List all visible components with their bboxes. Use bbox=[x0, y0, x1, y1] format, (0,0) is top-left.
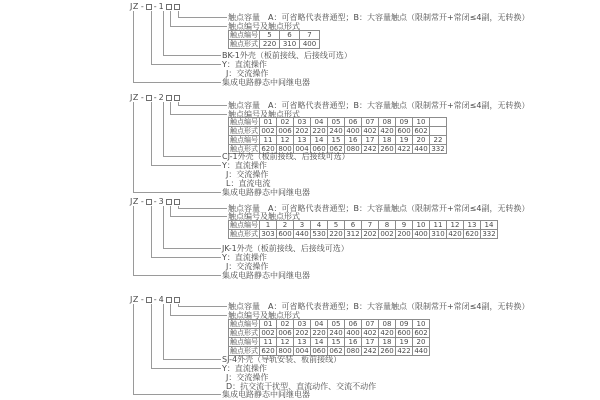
table-cell: 002 bbox=[261, 127, 275, 135]
table-row-label: 触点形式 bbox=[230, 127, 258, 135]
model-section-3 bbox=[130, 197, 598, 281]
code-prefix: JZ bbox=[130, 93, 139, 102]
table-row-label: 触点编号 bbox=[230, 338, 258, 346]
contact-table bbox=[228, 319, 430, 356]
shell-label: CJ-1外壳（板前接线、后接线可选） bbox=[222, 152, 350, 161]
table-row-label: 触点形式 bbox=[230, 347, 258, 355]
table-row-label: 触点编号 bbox=[230, 320, 258, 328]
connector-line bbox=[133, 102, 221, 193]
option-y-label: Y：直流操作 bbox=[222, 364, 267, 373]
option-j-label: J：交流操作 bbox=[226, 69, 269, 78]
table-cell: 220 bbox=[329, 230, 343, 238]
table-cell: 402 bbox=[363, 329, 377, 337]
table-cell: 10 bbox=[413, 118, 430, 127]
table-cell: 440 bbox=[414, 145, 428, 153]
table-cell: 01 bbox=[260, 320, 277, 329]
table-cell: 220 bbox=[312, 127, 326, 135]
shell-label: SJ-4外壳（导轨安装、板前接线） bbox=[222, 355, 342, 364]
table-cell: 09 bbox=[396, 118, 413, 127]
code-separator: - bbox=[153, 93, 157, 102]
table-cell: 15 bbox=[328, 136, 345, 145]
table-cell bbox=[430, 127, 447, 136]
table-cell: 8 bbox=[379, 221, 396, 230]
contact-table bbox=[228, 117, 447, 154]
table-cell: 10 bbox=[413, 320, 430, 329]
table-cell: 242 bbox=[363, 145, 377, 153]
option-y-label: Y：直流操作 bbox=[222, 161, 267, 170]
capacity-label: 触点容量 A：可省略代表普通型；B：大容量触点（限制常开+常闭≤4副，无转换） bbox=[228, 13, 530, 22]
table-cell: 22 bbox=[430, 136, 447, 145]
table-cell: 4 bbox=[311, 221, 328, 230]
table-cell: 12 bbox=[447, 221, 464, 230]
code-blank-box-icon bbox=[146, 95, 152, 101]
shell-label: BK-1外壳（板前接线、后接线可选） bbox=[222, 51, 352, 60]
contact-table bbox=[228, 220, 498, 239]
table-cell: 02 bbox=[277, 320, 294, 329]
table-cell: 060 bbox=[312, 145, 326, 153]
table-cell: 600 bbox=[397, 329, 411, 337]
code-separator: - bbox=[153, 197, 157, 206]
table-cell: 440 bbox=[414, 347, 428, 355]
table-row bbox=[229, 320, 430, 329]
table-cell: 20 bbox=[413, 338, 430, 347]
table-cell: 440 bbox=[295, 230, 309, 238]
table-cell: 420 bbox=[380, 127, 394, 135]
table-cell: 12 bbox=[277, 338, 294, 347]
table-cell: 11 bbox=[260, 338, 277, 347]
option-y-label: Y：直流操作 bbox=[222, 60, 267, 69]
capacity-label: 触点容量 A：可省略代表普通型；B：大容量触点（限制常开+常闭≤4副，无转换） bbox=[228, 101, 530, 110]
code-blank-box-icon bbox=[174, 199, 180, 205]
table-cell: 080 bbox=[346, 347, 360, 355]
table-cell: 05 bbox=[328, 118, 345, 127]
table-cell: 12 bbox=[277, 136, 294, 145]
family-label: 集成电路静态中间继电器 bbox=[222, 390, 310, 399]
capacity-label: 触点容量 A：可省略代表普通型；B：大容量触点（限制常开+常闭≤4副，无转换） bbox=[228, 302, 530, 311]
table-cell: 200 bbox=[397, 230, 411, 238]
table-cell: 09 bbox=[396, 320, 413, 329]
table-cell: 310 bbox=[431, 230, 445, 238]
table-cell: 060 bbox=[312, 347, 326, 355]
table-cell: 800 bbox=[278, 347, 292, 355]
table-cell: 400 bbox=[300, 40, 320, 49]
table-row-label: 触点形式 bbox=[230, 145, 258, 153]
table-cell: 062 bbox=[329, 145, 343, 153]
code-separator: - bbox=[140, 93, 144, 102]
table-cell: 7 bbox=[362, 221, 379, 230]
connector-line bbox=[133, 11, 221, 83]
shell-label: JK-1外壳（板前接线、后接线可选） bbox=[222, 244, 349, 253]
code-separator: - bbox=[140, 295, 144, 304]
table-cell: 260 bbox=[380, 347, 394, 355]
table-cell: 16 bbox=[345, 338, 362, 347]
table-cell: 220 bbox=[312, 329, 326, 337]
table-cell: 202 bbox=[295, 329, 309, 337]
code-prefix: JZ bbox=[130, 2, 139, 11]
option-j-label: J：交流操作 bbox=[226, 373, 269, 382]
model-section-1 bbox=[130, 2, 598, 92]
model-code bbox=[130, 295, 180, 304]
table-cell: 02 bbox=[277, 118, 294, 127]
table-cell: 240 bbox=[329, 127, 343, 135]
model-code bbox=[130, 197, 180, 206]
table-cell: 6 bbox=[345, 221, 362, 230]
code-prefix: JZ bbox=[130, 295, 139, 304]
table-cell: 620 bbox=[261, 347, 275, 355]
table-cell: 15 bbox=[328, 338, 345, 347]
table-cell: 17 bbox=[362, 338, 379, 347]
table-row-label: 触点编号 bbox=[230, 31, 258, 39]
code-separator: - bbox=[153, 295, 157, 304]
table-cell: 3 bbox=[294, 221, 311, 230]
table-cell: 01 bbox=[260, 118, 277, 127]
table-row bbox=[229, 40, 320, 49]
table-cell: 18 bbox=[379, 136, 396, 145]
table-cell: 080 bbox=[346, 145, 360, 153]
table-row bbox=[229, 127, 447, 136]
table-cell: 202 bbox=[363, 230, 377, 238]
table-cell: 10 bbox=[413, 221, 430, 230]
model-section-4 bbox=[130, 295, 598, 399]
option-l-label: L：直流电流 bbox=[226, 179, 271, 188]
model-section-2 bbox=[130, 93, 598, 197]
table-cell: 400 bbox=[346, 329, 360, 337]
table-row-label: 触点编号 bbox=[230, 136, 258, 144]
table-cell: 13 bbox=[294, 136, 311, 145]
table-row bbox=[229, 118, 447, 127]
table-cell: 1 bbox=[260, 221, 277, 230]
table-cell: 14 bbox=[481, 221, 498, 230]
code-blank-box-icon bbox=[146, 297, 152, 303]
table-cell: 202 bbox=[295, 127, 309, 135]
table-cell: 11 bbox=[430, 221, 447, 230]
table-cell: 11 bbox=[260, 136, 277, 145]
contact-heading-label: 触点编号及触点形式 bbox=[228, 311, 300, 320]
model-code bbox=[130, 93, 180, 102]
code-blank-box-icon bbox=[166, 95, 172, 101]
code-blank-box-icon bbox=[166, 4, 172, 10]
table-cell: 422 bbox=[397, 347, 411, 355]
table-cell: 17 bbox=[362, 136, 379, 145]
table-cell: 04 bbox=[311, 320, 328, 329]
table-cell: 422 bbox=[397, 145, 411, 153]
table-cell: 06 bbox=[345, 320, 362, 329]
table-cell: 05 bbox=[328, 320, 345, 329]
table-cell: 20 bbox=[413, 136, 430, 145]
option-j-label: J：交流操作 bbox=[226, 170, 269, 179]
table-cell: 400 bbox=[414, 230, 428, 238]
table-cell: 420 bbox=[448, 230, 462, 238]
code-separator: - bbox=[140, 2, 144, 11]
code-blank-box-icon bbox=[174, 297, 180, 303]
code-blank-box-icon bbox=[166, 199, 172, 205]
table-row bbox=[229, 338, 430, 347]
table-cell: 002 bbox=[261, 329, 275, 337]
connector-line bbox=[133, 206, 221, 276]
table-cell: 07 bbox=[362, 118, 379, 127]
table-cell: 062 bbox=[329, 347, 343, 355]
table-cell: 332 bbox=[482, 230, 496, 238]
table-cell: 14 bbox=[311, 338, 328, 347]
table-row bbox=[229, 221, 498, 230]
table-cell: 19 bbox=[396, 338, 413, 347]
table-cell: 242 bbox=[363, 347, 377, 355]
table-cell: 13 bbox=[464, 221, 481, 230]
code-digit: 2 bbox=[158, 93, 165, 102]
table-cell: 310 bbox=[280, 40, 300, 49]
table-cell: 530 bbox=[312, 230, 326, 238]
code-digit: 1 bbox=[158, 2, 165, 11]
family-label: 集成电路静态中间继电器 bbox=[222, 188, 310, 197]
connector-line bbox=[133, 304, 221, 395]
code-separator: - bbox=[153, 2, 157, 11]
table-cell: 004 bbox=[295, 145, 309, 153]
table-cell: 602 bbox=[414, 329, 428, 337]
table-cell: 240 bbox=[329, 329, 343, 337]
table-cell: 9 bbox=[396, 221, 413, 230]
table-cell: 602 bbox=[414, 127, 428, 135]
table-cell: 08 bbox=[379, 320, 396, 329]
table-cell: 006 bbox=[278, 329, 292, 337]
code-blank-box-icon bbox=[166, 297, 172, 303]
family-label: 集成电路静态中间继电器 bbox=[222, 78, 310, 87]
model-code bbox=[130, 2, 180, 11]
table-cell: 400 bbox=[346, 127, 360, 135]
table-row-label: 触点形式 bbox=[230, 329, 258, 337]
table-cell bbox=[430, 118, 447, 127]
code-blank-box-icon bbox=[146, 4, 152, 10]
table-cell: 18 bbox=[379, 338, 396, 347]
code-blank-box-icon bbox=[174, 95, 180, 101]
table-cell: 14 bbox=[311, 136, 328, 145]
contact-table bbox=[228, 30, 320, 49]
table-cell: 16 bbox=[345, 136, 362, 145]
table-cell: 004 bbox=[295, 347, 309, 355]
table-cell: 6 bbox=[280, 31, 300, 40]
table-cell: 07 bbox=[362, 320, 379, 329]
contact-heading-label: 触点编号及触点形式 bbox=[228, 22, 300, 31]
table-cell: 600 bbox=[278, 230, 292, 238]
contact-heading-label: 触点编号及触点形式 bbox=[228, 212, 300, 221]
table-cell: 420 bbox=[380, 329, 394, 337]
table-row bbox=[229, 136, 447, 145]
table-cell: 402 bbox=[363, 127, 377, 135]
table-cell: 220 bbox=[260, 40, 280, 49]
code-prefix: JZ bbox=[130, 197, 139, 206]
option-j-label: J：交流操作 bbox=[226, 262, 269, 271]
table-cell: 006 bbox=[278, 127, 292, 135]
table-cell: 303 bbox=[261, 230, 275, 238]
table-cell: 260 bbox=[380, 145, 394, 153]
code-separator: - bbox=[140, 197, 144, 206]
table-cell: 19 bbox=[396, 136, 413, 145]
table-cell: 332 bbox=[431, 145, 445, 153]
table-row bbox=[229, 329, 430, 338]
table-cell: 620 bbox=[465, 230, 479, 238]
contact-heading-label: 触点编号及触点形式 bbox=[228, 110, 300, 119]
table-cell: 03 bbox=[294, 320, 311, 329]
table-cell: 13 bbox=[294, 338, 311, 347]
table-cell: 7 bbox=[300, 31, 320, 40]
table-cell: 2 bbox=[277, 221, 294, 230]
table-cell: 5 bbox=[260, 31, 280, 40]
table-cell: 08 bbox=[379, 118, 396, 127]
table-cell: 620 bbox=[261, 145, 275, 153]
option-d-label: D：抗交流干扰型、直流动作、交流不动作 bbox=[226, 382, 377, 391]
option-y-label: Y：直流操作 bbox=[222, 253, 267, 262]
code-digit: 4 bbox=[158, 295, 165, 304]
capacity-label: 触点容量 A：可省略代表普通型；B：大容量触点（限制常开+常闭≤4副，无转换） bbox=[228, 204, 530, 213]
family-label: 集成电路静态中间继电器 bbox=[222, 271, 310, 280]
table-row bbox=[229, 230, 498, 239]
table-cell: 06 bbox=[345, 118, 362, 127]
code-blank-box-icon bbox=[146, 199, 152, 205]
table-cell: 312 bbox=[346, 230, 360, 238]
code-digit: 3 bbox=[158, 197, 165, 206]
table-cell: 800 bbox=[278, 145, 292, 153]
table-row bbox=[229, 31, 320, 40]
table-row-label: 触点形式 bbox=[230, 230, 258, 238]
table-cell: 03 bbox=[294, 118, 311, 127]
table-row-label: 触点形式 bbox=[230, 40, 258, 48]
code-blank-box-icon bbox=[174, 4, 180, 10]
table-cell: 600 bbox=[397, 127, 411, 135]
table-row-label: 触点编号 bbox=[230, 221, 258, 229]
table-cell: 002 bbox=[380, 230, 394, 238]
table-cell: 04 bbox=[311, 118, 328, 127]
table-row-label: 触点编号 bbox=[230, 118, 258, 126]
table-cell: 5 bbox=[328, 221, 345, 230]
